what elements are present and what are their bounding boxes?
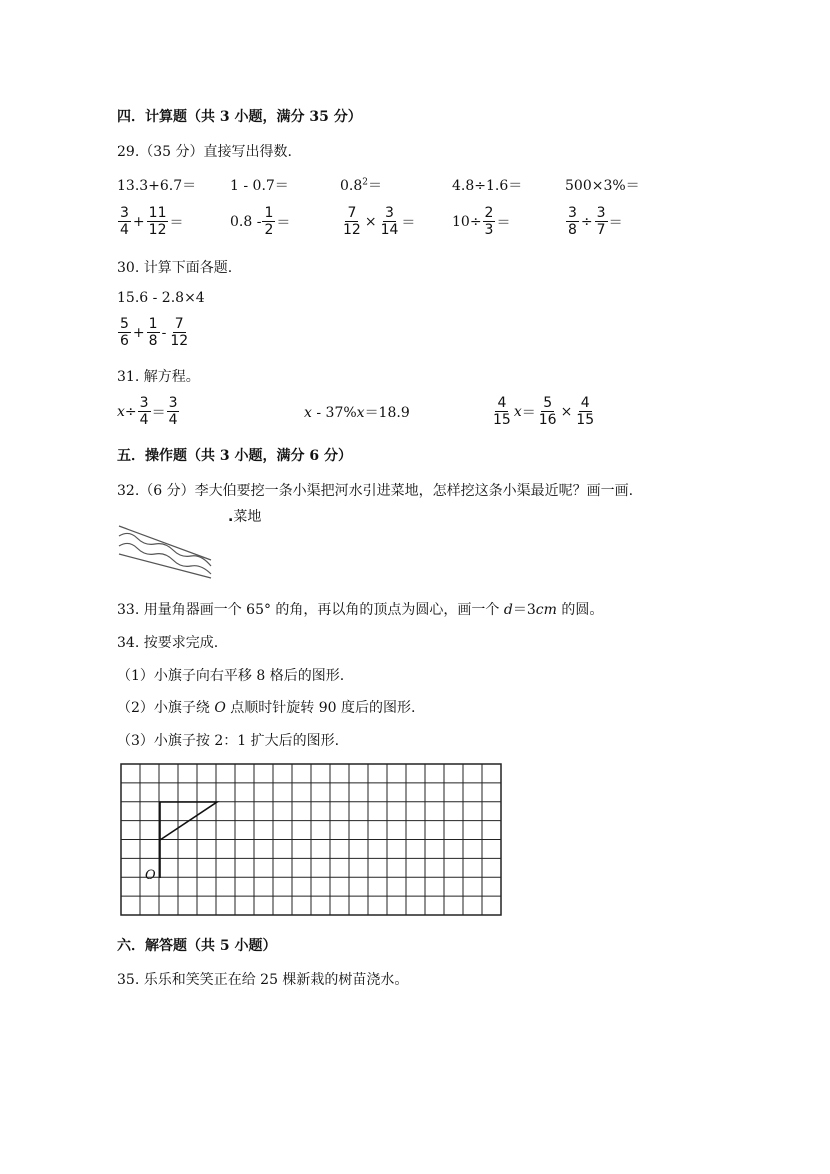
q30-title: 30. 计算下面各题. xyxy=(117,260,233,276)
q29-r1-c3: $0.8^2=$ xyxy=(340,177,382,194)
q31-eq-2: x - 37%x＝18.9 xyxy=(304,405,410,421)
river-drawing xyxy=(115,520,215,580)
q29-title: 29.（35 分）直接写出得数. xyxy=(117,144,292,160)
q32-title: 32.（6 分）李大伯要挖一条小渠把河水引进菜地，怎样挖这条小渠最近呢？画一画. xyxy=(117,483,634,499)
section-4-title: 四．计算题（共 3 小题，满分 35 分） xyxy=(117,109,362,125)
flag-grid xyxy=(120,763,504,917)
q29-r1-c1: 13.3+6.7＝ xyxy=(117,178,197,194)
q29-r2-c1: $\frac{3}{4}$ + $\frac{11}{12}$ ＝ xyxy=(120,205,184,238)
q29-r2-c2: 0.8 - $\frac{1}{2}$ ＝ xyxy=(230,205,291,238)
vegetable-field-label: .菜地 xyxy=(228,509,262,525)
q29-r1-c2: 1 - 0.7＝ xyxy=(230,178,289,194)
q29-r2-c3: $\frac{7}{12}$ × $\frac{3}{14}$ ＝ xyxy=(343,205,416,238)
q31-eq-3: $\frac{4}{15}$ x ＝ $\frac{5}{16}$ × $\frac{4}{15}$ xyxy=(493,395,595,428)
section-6-title: 六．解答题（共 5 小题） xyxy=(117,938,277,954)
q29-r2-c4: 10÷ $\frac{2}{3}$ ＝ xyxy=(452,205,511,238)
q33-title: 33. 用量角器画一个 65° 的角，再以角的顶点为圆心，画一个 d＝3cm 的圆。 xyxy=(117,602,604,618)
q34-sub-2: （2）小旗子绕 O 点顺时针旋转 90 度后的图形. xyxy=(117,700,416,716)
q29-r2-c5: $\frac{3}{8}$ ÷ $\frac{3}{7}$ ＝ xyxy=(568,205,623,238)
q34-sub-3: （3）小旗子按 2：1 扩大后的图形. xyxy=(117,733,340,749)
q34-title: 34. 按要求完成. xyxy=(117,635,219,651)
q30-expr-2: $\frac{5}{6}$ + $\frac{1}{8}$ - $\frac{7}{12}$ xyxy=(120,316,189,349)
q31-title: 31. 解方程。 xyxy=(117,369,200,385)
q31-eq-1: x ÷ $\frac{3}{4}$ ＝ $\frac{3}{4}$ xyxy=(117,395,178,428)
q30-expr-1: 15.6 - 2.8×4 xyxy=(117,290,205,306)
section-5-title: 五．操作题（共 3 小题，满分 6 分） xyxy=(117,448,352,464)
origin-label: O xyxy=(145,868,156,883)
q35-title: 35. 乐乐和笑笑正在给 25 棵新栽的树苗浇水。 xyxy=(117,972,409,988)
q29-r1-c4: 4.8÷1.6＝ xyxy=(452,178,523,194)
q29-r1-c5: 500×3%＝ xyxy=(565,178,640,194)
q34-sub-1: （1）小旗子向右平移 8 格后的图形. xyxy=(117,668,345,684)
